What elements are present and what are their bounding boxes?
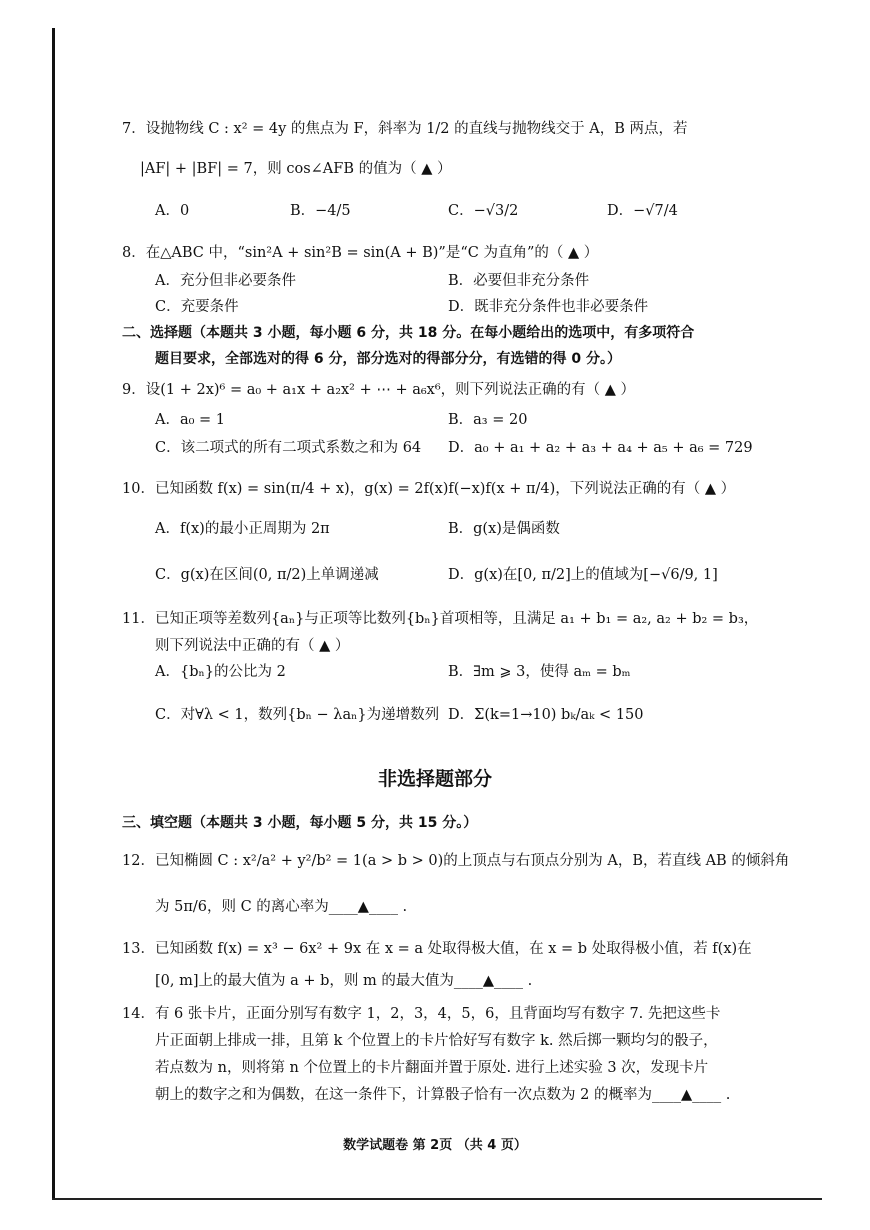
q10-option-b: B．g(x)是偶函数 bbox=[448, 521, 560, 537]
section-title: 非选择题部分 bbox=[377, 768, 492, 790]
q11-stem-line1: 11．已知正项等差数列{aₙ}与正项等比数列{bₙ}首项相等，且满足 a₁ + b₁ = a₂, a₂ + b₂ = b₃， bbox=[122, 611, 759, 627]
q10-stem: 10．已知函数 f(x) = sin(π/4 + x)，g(x) = 2f(x)f(−x)f(x + π/4)，下列说法正确的有（ ▲ ） bbox=[122, 481, 736, 497]
q9-option-a: A．a₀ = 1 bbox=[155, 412, 226, 428]
q13-stem-line1: 13．已知函数 f(x) = x³ − 6x² + 9x 在 x = a 处取得极大值，在 x = b 处取得极小值，若 f(x)在 bbox=[122, 941, 752, 957]
part3-heading: 三、填空题（本题共 3 小题，每小题 5 分，共 15 分。） bbox=[122, 815, 478, 831]
q7-option-a: A．0 bbox=[155, 203, 190, 219]
q11-option-d: D．Σ(k=1→10) bₖ/aₖ < 150 bbox=[448, 707, 644, 723]
q14-stem-line1: 14．有 6 张卡片，正面分别写有数字 1，2，3，4，5，6，且背面均写有数字 7. 先把这些卡 bbox=[122, 1006, 721, 1022]
q8-option-a: A．充分但非必要条件 bbox=[155, 273, 296, 289]
q10-option-d: D．g(x)在[0, π/2]上的值域为[−√6/9, 1] bbox=[448, 567, 718, 583]
q7-stem-line2: |AF| + |BF| = 7，则 cos∠AFB 的值为（ ▲ ） bbox=[140, 161, 452, 177]
q8-option-d: D．既非充分条件也非必要条件 bbox=[448, 299, 649, 315]
q14-stem-line3: 若点数为 n，则将第 n 个位置上的卡片翻面并置于原处. 进行上述实验 3 次，发现卡片 bbox=[155, 1060, 709, 1076]
q10-option-a: A．f(x)的最小正周期为 2π bbox=[155, 521, 330, 537]
q11-option-c: C．对∀λ < 1，数列{bₙ − λaₙ}为递增数列 bbox=[155, 707, 440, 723]
scan-border-left bbox=[52, 28, 55, 1200]
q9-option-b: B．a₃ = 20 bbox=[448, 412, 528, 428]
page-footer: 数学试题卷 第 2页 （共 4 页） bbox=[343, 1138, 527, 1153]
q9-option-d: D．a₀ + a₁ + a₂ + a₃ + a₄ + a₅ + a₆ = 729 bbox=[448, 440, 753, 456]
q10-option-c: C．g(x)在区间(0, π/2)上单调递减 bbox=[155, 567, 379, 583]
q8-option-b: B．必要但非充分条件 bbox=[448, 273, 590, 289]
q8-option-c: C．充要条件 bbox=[155, 299, 239, 315]
part2-heading-line2: 题目要求，全部选对的得 6 分，部分选对的得部分分，有选错的得 0 分。） bbox=[155, 351, 621, 367]
q7-option-d: D．−√7/4 bbox=[607, 203, 678, 219]
q14-stem-line4: 朝上的数字之和为偶数，在这一条件下，计算骰子恰有一次点数为 2 的概率为____▲____ . bbox=[155, 1087, 731, 1103]
q14-stem-line2: 片正面朝上排成一排，且第 k 个位置上的卡片恰好写有数字 k. 然后掷一颗均匀的骰子， bbox=[155, 1033, 718, 1049]
q7-option-c: C．−√3/2 bbox=[448, 203, 519, 219]
scan-border-bottom bbox=[52, 1198, 822, 1200]
q11-option-b: B．∃m ⩾ 3，使得 aₘ = bₘ bbox=[448, 664, 631, 680]
part2-heading-line1: 二、选择题（本题共 3 小题，每小题 6 分，共 18 分。在每小题给出的选项中，有多项符合 bbox=[122, 325, 695, 341]
q9-stem: 9．设(1 + 2x)⁶ = a₀ + a₁x + a₂x² + ⋯ + a₆x⁶，则下列说法正确的有（ ▲ ） bbox=[122, 382, 636, 398]
q12-stem-line1: 12．已知椭圆 C : x²/a² + y²/b² = 1(a > b > 0)的上顶点与右顶点分别为 A，B，若直线 AB 的倾斜角 bbox=[122, 853, 790, 869]
q9-option-c: C．该二项式的所有二项式系数之和为 64 bbox=[155, 440, 422, 456]
q7-stem-line1: 7．设抛物线 C : x² = 4y 的焦点为 F，斜率为 1/2 的直线与抛物线交于 A，B 两点，若 bbox=[122, 121, 688, 137]
q7-option-b: B．−4/5 bbox=[290, 203, 351, 219]
q12-stem-line2: 为 5π/6，则 C 的离心率为____▲____ . bbox=[155, 899, 408, 915]
q11-option-a: A．{bₙ}的公比为 2 bbox=[155, 664, 286, 680]
q13-stem-line2: [0, m]上的最大值为 a + b，则 m 的最大值为____▲____ . bbox=[155, 973, 533, 989]
q11-stem-line2: 则下列说法中正确的有（ ▲ ） bbox=[155, 638, 350, 654]
q8-stem: 8．在△ABC 中，“sin²A + sin²B = sin(A + B)”是“C 为直角”的（ ▲ ） bbox=[122, 245, 599, 261]
